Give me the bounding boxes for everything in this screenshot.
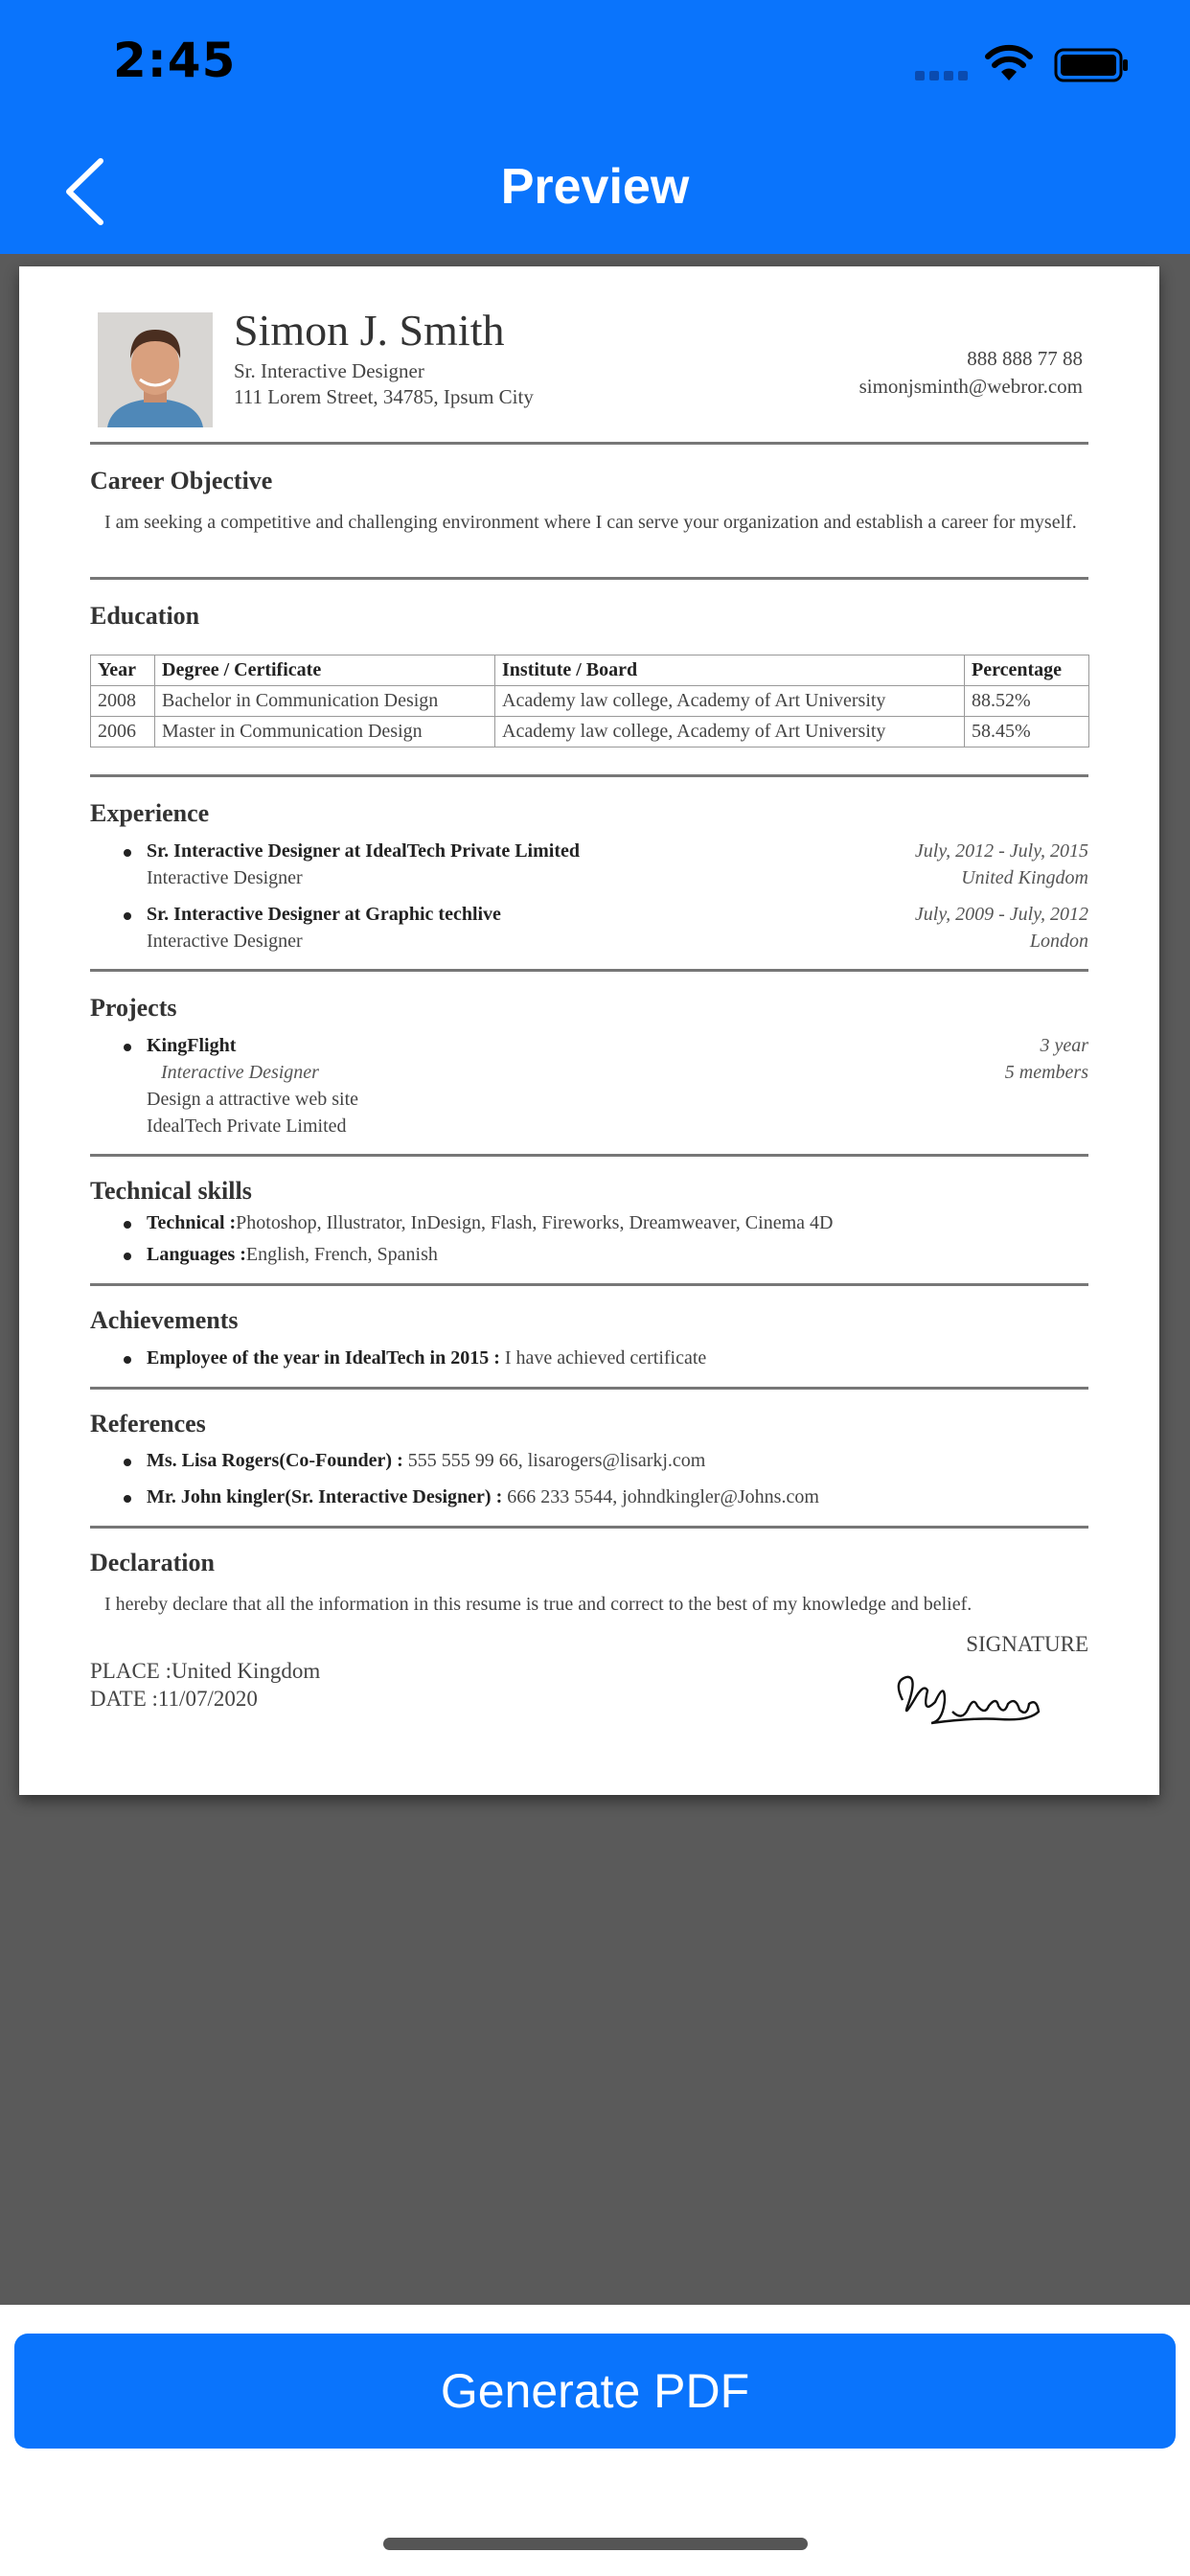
battery-icon	[1054, 48, 1131, 82]
project-duration: 3 year	[1040, 1035, 1088, 1056]
skill-value: English, French, Spanish	[245, 1244, 438, 1265]
experience-title: Sr. Interactive Designer at IdealTech Private Limited	[147, 840, 580, 862]
experience-dates: July, 2012 - July, 2015	[914, 840, 1088, 862]
profile-photo	[98, 312, 213, 427]
table-cell: Bachelor in Communication Design	[155, 686, 495, 717]
resume-preview	[19, 266, 1159, 1795]
project-name: KingFlight	[147, 1035, 237, 1056]
skill-item	[147, 1241, 438, 1268]
reference-value: 666 233 5544, johndkingler@Johns.com	[502, 1486, 819, 1507]
bullet	[124, 1356, 131, 1364]
career-text: I am seeking a competitive and challenging environment where I can serve your organization and establish a career for myself.	[104, 512, 1077, 533]
page-title: Preview	[500, 159, 690, 215]
table-cell: 88.52%	[965, 686, 1089, 717]
section-heading-career: Career Objective	[90, 467, 273, 494]
declaration-text: I hereby declare that all the information in this resume is true and correct to the best of my knowledge and belief.	[104, 1594, 973, 1615]
section-heading-skills: Technical skills	[90, 1177, 252, 1205]
resume-address: 111 Lorem Street, 34785, Ipsum City	[234, 385, 534, 408]
divider	[90, 1526, 1088, 1529]
column-header: Percentage	[965, 656, 1089, 686]
resume-email: simonjsminth@webror.com	[858, 375, 1083, 398]
experience-location: United Kingdom	[961, 867, 1088, 888]
declaration-place: PLACE :United Kingdom	[90, 1659, 321, 1683]
wifi-icon	[985, 44, 1033, 82]
generate-pdf-button[interactable]: Generate PDF	[14, 2334, 1176, 2449]
section-heading-references: References	[90, 1410, 206, 1438]
reference-item	[147, 1447, 705, 1474]
status-bar	[0, 0, 1190, 129]
skill-label: Technical :	[147, 1212, 237, 1233]
bullet	[124, 1495, 131, 1503]
table-row	[91, 717, 1089, 748]
project-company: IdealTech Private Limited	[147, 1116, 347, 1137]
signature-label: SIGNATURE	[966, 1632, 1088, 1656]
divider	[90, 774, 1088, 777]
bullet	[124, 1253, 131, 1260]
experience-dates: July, 2009 - July, 2012	[914, 904, 1088, 925]
divider	[90, 577, 1088, 580]
divider	[90, 1154, 1088, 1157]
project-team: 5 members	[1004, 1062, 1088, 1083]
skill-value: Photoshop, Illustrator, InDesign, Flash, Fireworks, Dreamweaver, Cinema 4D	[236, 1212, 834, 1233]
table-cell: Academy law college, Academy of Art University	[495, 717, 965, 748]
section-heading-experience: Experience	[90, 799, 210, 827]
bullet	[124, 1044, 131, 1051]
bullet	[124, 1221, 131, 1229]
bullet	[124, 1459, 131, 1466]
section-heading-declaration: Declaration	[90, 1549, 215, 1576]
experience-title: Sr. Interactive Designer at Graphic techlive	[147, 904, 501, 925]
resume-role: Sr. Interactive Designer	[234, 359, 424, 382]
table-cell: 2008	[91, 686, 155, 717]
section-heading-projects: Projects	[90, 994, 177, 1022]
home-indicator	[383, 2538, 808, 2550]
signal-icon	[915, 71, 968, 80]
divider	[90, 1387, 1088, 1390]
declaration-date: DATE :11/07/2020	[90, 1687, 258, 1711]
table-cell: 2006	[91, 717, 155, 748]
section-heading-achievements: Achievements	[90, 1306, 239, 1334]
experience-location: London	[1029, 931, 1088, 952]
reference-value: 555 555 99 66, lisarogers@lisarkj.com	[402, 1450, 706, 1471]
column-header: Degree / Certificate	[155, 656, 495, 686]
bullet	[124, 912, 131, 920]
section-heading-education: Education	[90, 602, 200, 630]
reference-label: Mr. John kingler(Sr. Interactive Designer) :	[147, 1486, 503, 1507]
achievement-label: Employee of the year in IdealTech in 2015 :	[147, 1347, 500, 1368]
column-header: Institute / Board	[495, 656, 965, 686]
signature-image	[885, 1662, 1058, 1738]
table-row	[91, 686, 1089, 717]
skill-item	[147, 1209, 833, 1236]
table-cell: 58.45%	[965, 717, 1089, 748]
project-description: Design a attractive web site	[147, 1089, 359, 1110]
education-table	[90, 655, 1089, 748]
reference-item	[147, 1484, 819, 1510]
achievement-item	[147, 1345, 706, 1371]
resume-name: Simon J. Smith	[234, 306, 505, 355]
table-cell: Academy law college, Academy of Art University	[495, 686, 965, 717]
project-role: Interactive Designer	[161, 1062, 319, 1083]
table-header-row	[91, 656, 1089, 686]
achievement-value: I have achieved certificate	[499, 1347, 707, 1368]
status-time: 2:45	[113, 33, 237, 88]
divider	[90, 442, 1088, 445]
experience-sub: Interactive Designer	[147, 867, 303, 888]
divider	[90, 1283, 1088, 1286]
reference-label: Ms. Lisa Rogers(Co-Founder) :	[147, 1450, 403, 1471]
divider	[90, 969, 1088, 972]
bullet	[124, 849, 131, 857]
column-header: Year	[91, 656, 155, 686]
table-cell: Master in Communication Design	[155, 717, 495, 748]
experience-sub: Interactive Designer	[147, 931, 303, 952]
skill-label: Languages :	[147, 1244, 246, 1265]
resume-phone: 888 888 77 88	[967, 347, 1083, 370]
